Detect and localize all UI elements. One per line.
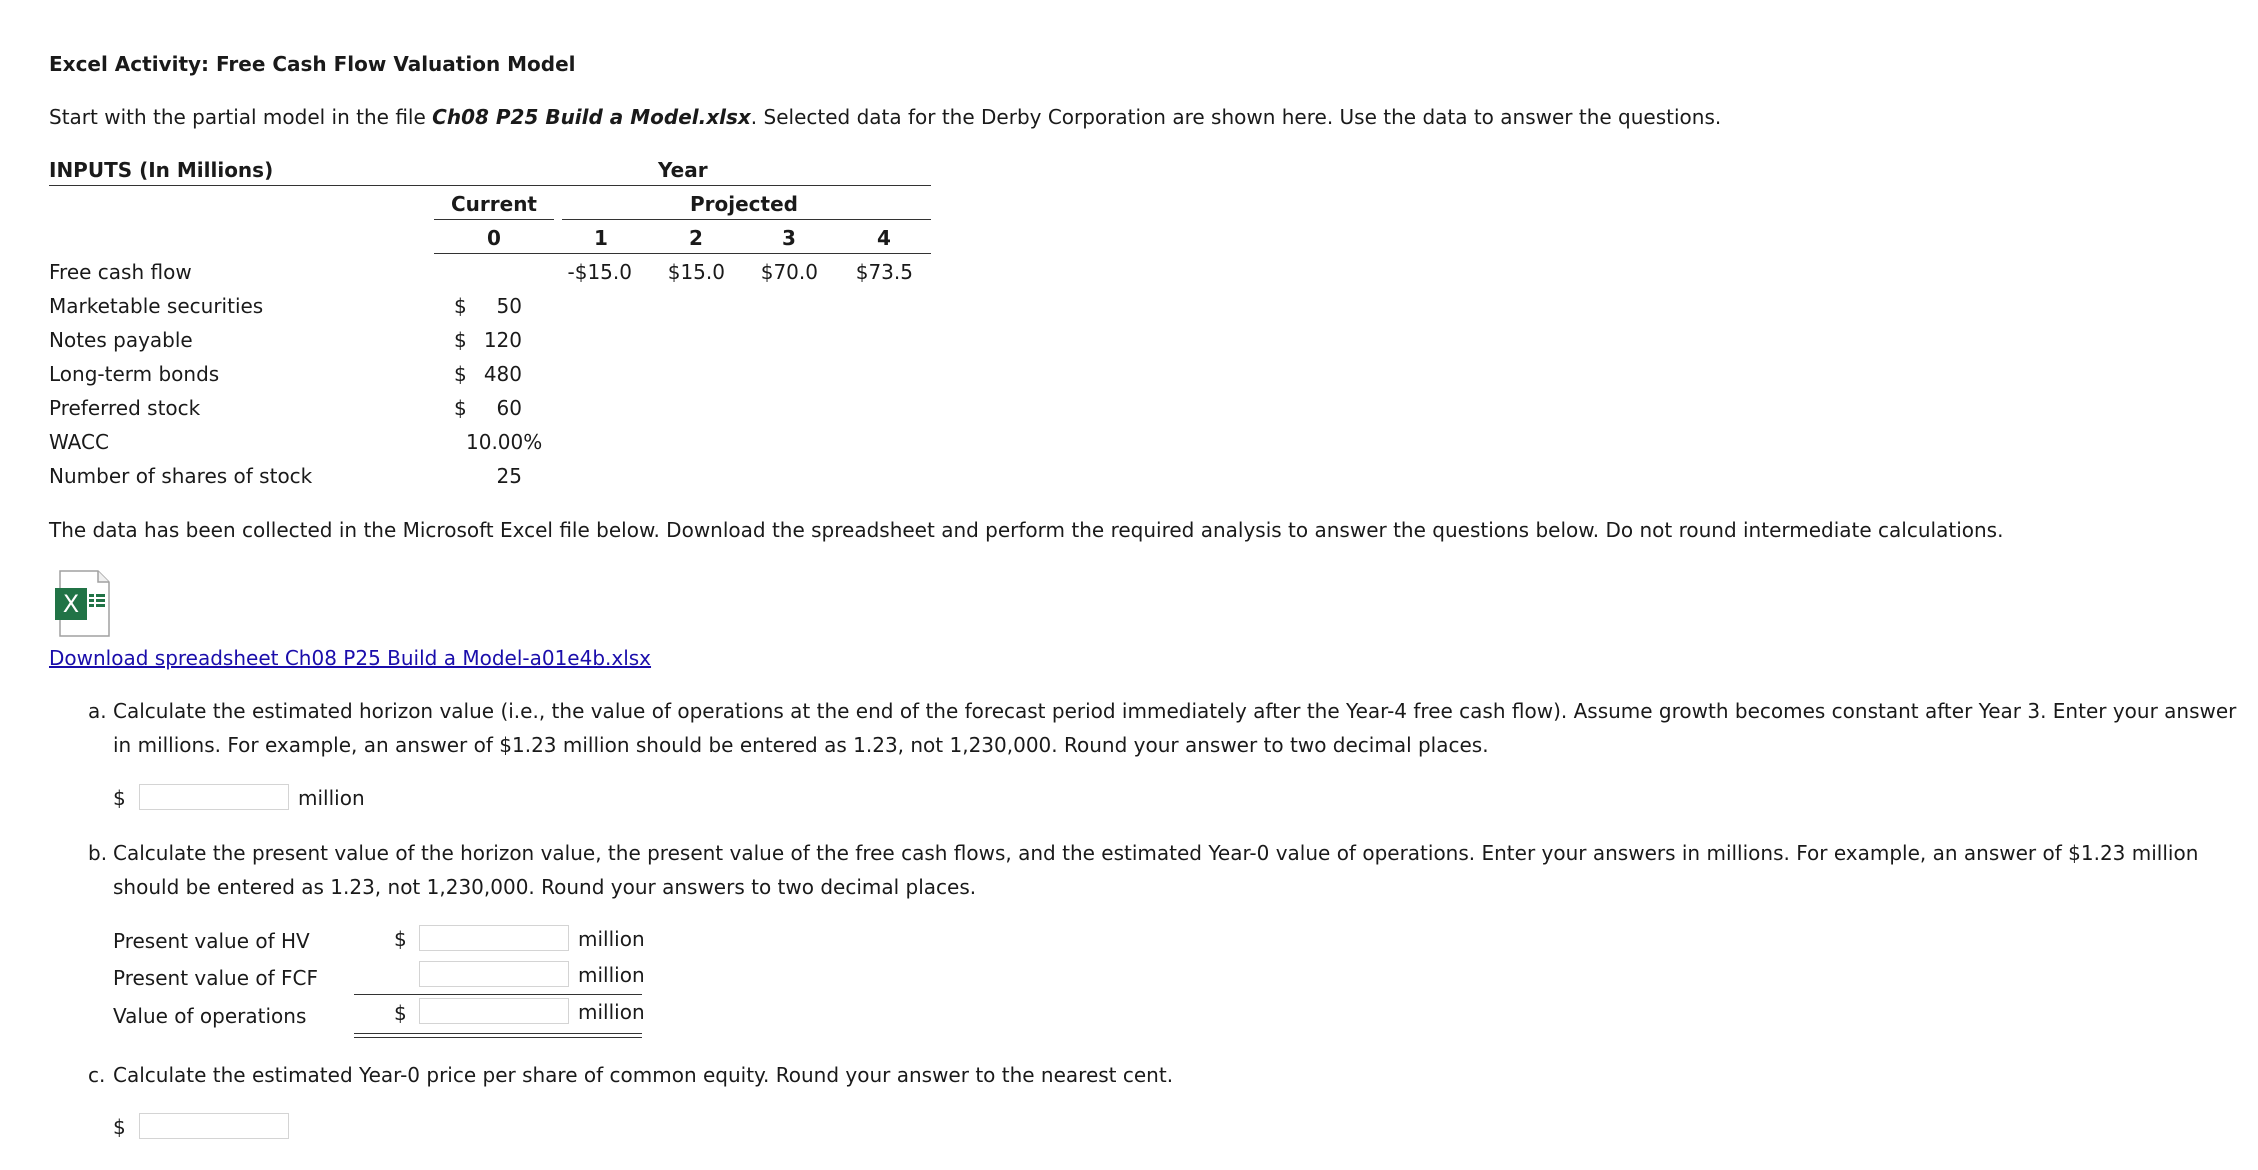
row-label: Number of shares of stock (49, 464, 313, 488)
question-a-label: a. (88, 699, 107, 723)
row-value: 25 (496, 464, 522, 488)
row-value: 50 (496, 294, 522, 318)
row-dollar: $ (454, 362, 467, 386)
year-2: 2 (689, 226, 703, 250)
inputs-header: INPUTS (In Millions) (49, 158, 274, 182)
projected-rule (562, 219, 931, 220)
row-value: 120 (483, 328, 522, 352)
intro-text: Start with the partial model in the file Ch08 P25 Build a Model.xlsx. Selected data for the Derby Corporation are shown here. Use the data to answer the questions. (49, 105, 1722, 129)
years-rule (434, 253, 931, 254)
value-of-operations-dollar: $ (394, 1001, 407, 1025)
pv-hv-unit: million (578, 927, 645, 951)
total-rule-top (354, 1033, 642, 1034)
question-b (88, 836, 2238, 904)
year-4: 4 (877, 226, 891, 250)
row-value: 60 (496, 396, 522, 420)
row-label: Long-term bonds (49, 362, 220, 386)
fcf-year-4: $73.5 (855, 260, 913, 284)
pv-fcf-input[interactable] (419, 961, 569, 987)
header-rule (49, 185, 931, 186)
total-rule-bottom (354, 1037, 642, 1038)
question-b-label: b. (88, 841, 108, 865)
row-label: Marketable securities (49, 294, 264, 318)
question-b-text: Calculate the present value of the horizon value, the present value of the free cash flows, and the estimated Year-0 value of operations. Enter your answers in millions. For example, an answer of $1.23 million should be entered as 1.23, not 1,230,000. Round your answers to two decimal places. (113, 841, 2199, 899)
pv-horizon-value-input[interactable] (419, 925, 569, 951)
value-of-operations-input[interactable] (419, 998, 569, 1024)
year-1: 1 (594, 226, 608, 250)
row-value: 10.00% (466, 430, 543, 454)
value-of-operations-label: Value of operations (113, 1004, 307, 1028)
excel-file-icon[interactable] (52, 570, 114, 638)
pv-fcf-unit: million (578, 963, 645, 987)
download-spreadsheet-link[interactable]: Download spreadsheet Ch08 P25 Build a Model-a01e4b.xlsx (49, 646, 652, 670)
row-dollar: $ (454, 396, 467, 420)
pv-fcf-label: Present value of FCF (113, 966, 318, 990)
question-c (88, 1058, 2238, 1092)
year-header: Year (658, 158, 708, 182)
year-3: 3 (782, 226, 796, 250)
price-per-share-input[interactable] (139, 1113, 289, 1139)
question-a (88, 694, 2238, 762)
subtotal-rule (354, 994, 642, 995)
answer-c-dollar: $ (113, 1115, 126, 1139)
row-label: WACC (49, 430, 109, 454)
answer-a-dollar: $ (113, 786, 126, 810)
fcf-label: Free cash flow (49, 260, 192, 284)
row-dollar: $ (454, 294, 467, 318)
value-of-operations-unit: million (578, 1000, 645, 1024)
question-a-text: Calculate the estimated horizon value (i.e., the value of operations at the end of the forecast period immediately after the Year-4 free cash flow). Assume growth becomes constant after Year 3. Enter your answer in millions. For example, an answer of $1.23 million should be entered as 1.23, not 1,230,000. Round your answer to two decimal places. (113, 699, 2237, 757)
row-value: 480 (483, 362, 522, 386)
page-title: Excel Activity: Free Cash Flow Valuation Model (49, 52, 576, 76)
answer-a-unit: million (298, 786, 365, 810)
current-rule (434, 219, 554, 220)
fcf-year-1: -$15.0 (567, 260, 632, 284)
intro-file-name: Ch08 P25 Build a Model.xlsx (432, 105, 751, 129)
question-c-label: c. (88, 1063, 106, 1087)
row-label: Preferred stock (49, 396, 201, 420)
fcf-year-2: $15.0 (667, 260, 725, 284)
row-label: Notes payable (49, 328, 193, 352)
svg-text:X: X (62, 590, 80, 618)
pv-hv-label: Present value of HV (113, 929, 310, 953)
question-c-text: Calculate the estimated Year-0 price per share of common equity. Round your answer to the nearest cent. (113, 1063, 1174, 1087)
pv-hv-dollar: $ (394, 927, 407, 951)
projected-header: Projected (690, 192, 798, 216)
instructions-text: The data has been collected in the Microsoft Excel file below. Download the spreadsheet and perform the required analysis to answer the questions below. Do not round intermediate calculations. (49, 518, 2004, 542)
current-header: Current (450, 192, 537, 216)
year-0: 0 (487, 226, 501, 250)
horizon-value-input[interactable] (139, 784, 289, 810)
row-dollar: $ (454, 328, 467, 352)
fcf-year-3: $70.0 (760, 260, 818, 284)
